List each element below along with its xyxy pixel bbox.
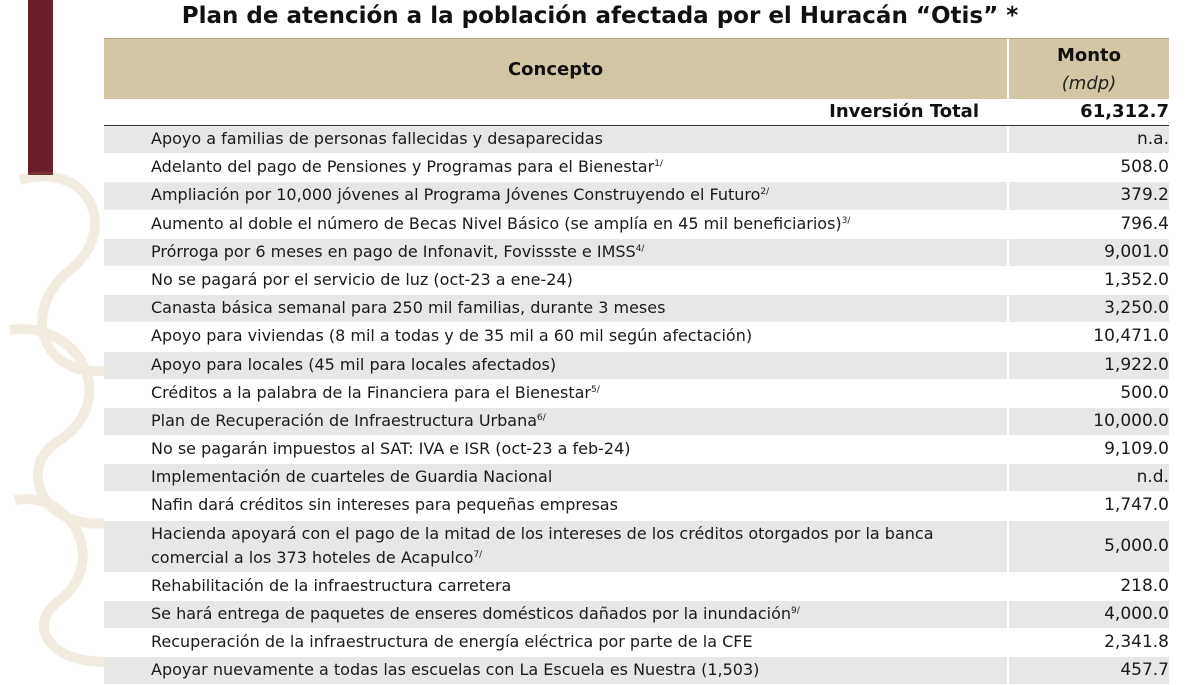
- row-concepto-text: No se pagará por el servicio de luz (oct-23 a ene-24): [151, 269, 573, 289]
- row-monto: 500.0: [1120, 382, 1169, 403]
- table-row: [104, 408, 1169, 436]
- row-concepto-text: Créditos a la palabra de la Financiera para el Bienestar: [151, 382, 591, 402]
- row-concepto: [151, 352, 991, 378]
- column-divider: [1007, 657, 1009, 684]
- row-concepto-text: Canasta básica semanal para 250 mil familias, durante 3 meses: [151, 298, 666, 318]
- table-row: [104, 154, 1169, 182]
- row-concepto-text: Prórroga por 6 meses en pago de Infonavit, Fovissste e IMSS: [151, 241, 636, 261]
- row-concepto: [151, 492, 991, 518]
- row-monto: 1,922.0: [1104, 354, 1169, 375]
- row-concepto-text: Se hará entrega de paquetes de enseres domésticos dañados por la inundación: [151, 603, 791, 623]
- total-label: Inversión Total: [829, 101, 979, 122]
- row-footnote: 4/: [635, 243, 645, 254]
- column-divider: [1007, 267, 1009, 294]
- table-row: [104, 239, 1169, 267]
- row-monto: 379.2: [1120, 185, 1169, 206]
- table-row: [104, 211, 1169, 239]
- header-concepto: Concepto: [507, 58, 604, 80]
- row-concepto-text: Apoyo para locales (45 mil para locales afectados): [151, 354, 557, 374]
- row-concepto-text: Plan de Recuperación de Infraestructura Urbana: [151, 410, 538, 430]
- total-row: [104, 99, 1169, 127]
- table-row: [104, 657, 1169, 685]
- row-concepto: [151, 154, 991, 180]
- row-concepto-text: Apoyo para viviendas (8 mil a todas y de 35 mil a 60 mil según afectación): [151, 326, 753, 346]
- total-value: 61,312.7: [1080, 101, 1169, 122]
- row-concepto: [151, 522, 991, 570]
- row-monto: n.a.: [1137, 129, 1169, 149]
- row-monto: n.d.: [1136, 467, 1169, 488]
- table-row: [104, 573, 1169, 601]
- row-monto: 9,001.0: [1104, 241, 1169, 262]
- row-monto: 1,352.0: [1104, 269, 1169, 290]
- row-concepto: [151, 323, 991, 349]
- table-row: [104, 521, 1169, 573]
- column-divider: [1007, 380, 1009, 407]
- row-monto: 218.0: [1120, 575, 1169, 596]
- row-concepto-text: Ampliación por 10,000 jóvenes al Programa Jóvenes Construyendo el Futuro: [151, 185, 761, 205]
- row-monto: 796.4: [1120, 213, 1169, 234]
- row-concepto-text: Aumento al doble el número de Becas Nivel Básico (se amplía en 45 mil beneficiarios): [151, 213, 842, 233]
- row-concepto: [151, 408, 991, 434]
- row-concepto: [151, 601, 991, 627]
- column-divider: [1007, 352, 1009, 379]
- column-divider: [1007, 573, 1009, 600]
- column-divider: [1007, 239, 1009, 266]
- row-concepto: [151, 573, 991, 599]
- row-footnote: 7/: [473, 549, 483, 560]
- header-monto: Monto: [1056, 45, 1122, 66]
- column-divider: [1007, 154, 1009, 181]
- table-body: [104, 126, 1169, 685]
- table-row: [104, 126, 1169, 154]
- row-concepto-text: No se pagarán impuestos al SAT: IVA e ISR (oct-23 a feb-24): [151, 439, 631, 459]
- row-footnote: 1/: [654, 159, 663, 170]
- row-concepto: [151, 657, 991, 683]
- row-monto: 2,341.8: [1104, 632, 1169, 652]
- row-footnote: 5/: [590, 384, 600, 395]
- table-row: [104, 323, 1169, 351]
- page-title: Plan de atención a la población afectada por el Huracán “Otis” *: [181, 3, 1019, 29]
- row-concepto: [151, 295, 991, 321]
- row-footnote: 6/: [537, 412, 546, 423]
- row-monto: 9,109.0: [1104, 439, 1169, 460]
- row-concepto: [151, 239, 991, 265]
- row-concepto: [151, 126, 991, 152]
- row-concepto-text: Apoyar nuevamente a todas las escuelas con La Escuela es Nuestra (1,503): [151, 660, 760, 680]
- column-divider: [1007, 408, 1009, 435]
- row-concepto-text: Rehabilitación de la infraestructura carretera: [151, 575, 512, 595]
- row-monto: 1,747.0: [1104, 495, 1169, 516]
- row-concepto-text: Implementación de cuarteles de Guardia Nacional: [151, 467, 553, 487]
- row-footnote: 2/: [760, 187, 770, 198]
- row-monto: 5,000.0: [1104, 535, 1169, 556]
- table-row: [104, 436, 1169, 464]
- row-concepto-text: Nafin dará créditos sin intereses para pequeñas empresas: [151, 495, 618, 515]
- row-footnote: 9/: [791, 605, 800, 616]
- column-divider: [1007, 295, 1009, 322]
- row-concepto-text: Hacienda apoyará con el pago de la mitad de los intereses de los créditos otorgados por la banca comercial a los 373 hoteles de Acapulco: [151, 523, 934, 567]
- column-divider: [1007, 182, 1009, 209]
- header-unidad: (mdp): [1061, 73, 1117, 94]
- table-row: [104, 182, 1169, 210]
- table-row: [104, 352, 1169, 380]
- row-monto: 457.7: [1120, 660, 1169, 681]
- column-divider: [1007, 211, 1009, 238]
- table-header: [104, 38, 1169, 99]
- column-divider: [1007, 323, 1009, 350]
- table-row: [104, 629, 1169, 657]
- column-divider: [1007, 601, 1009, 628]
- row-monto: 10,000.0: [1093, 410, 1169, 431]
- table-row: [104, 267, 1169, 295]
- table-row: [104, 601, 1169, 629]
- column-divider: [1007, 464, 1009, 491]
- table-row: [104, 380, 1169, 408]
- row-concepto-text: Recuperación de la infraestructura de energía eléctrica por parte de la CFE: [151, 632, 753, 651]
- column-divider: [1007, 436, 1009, 463]
- column-divider: [1007, 126, 1009, 153]
- row-monto: 508.0: [1120, 157, 1169, 178]
- row-footnote: 3/: [841, 215, 851, 226]
- row-monto: 4,000.0: [1104, 603, 1169, 624]
- column-divider: [1007, 492, 1009, 519]
- column-divider: [1007, 521, 1009, 572]
- row-concepto-text: Adelanto del pago de Pensiones y Programas para el Bienestar: [151, 157, 655, 177]
- row-concepto: [151, 211, 991, 237]
- table-row: [104, 295, 1169, 323]
- column-divider: [1007, 629, 1009, 656]
- table-row: [104, 492, 1169, 520]
- row-concepto: [151, 267, 991, 293]
- table-row: [104, 464, 1169, 492]
- row-concepto: [151, 380, 991, 406]
- row-concepto-text: Apoyo a familias de personas fallecidas y desaparecidas: [151, 129, 603, 148]
- row-concepto: [151, 436, 991, 462]
- row-concepto: [151, 182, 991, 208]
- row-monto: 10,471.0: [1093, 326, 1169, 347]
- row-monto: 3,250.0: [1104, 298, 1169, 319]
- row-concepto: [151, 464, 991, 490]
- row-concepto: [151, 629, 991, 655]
